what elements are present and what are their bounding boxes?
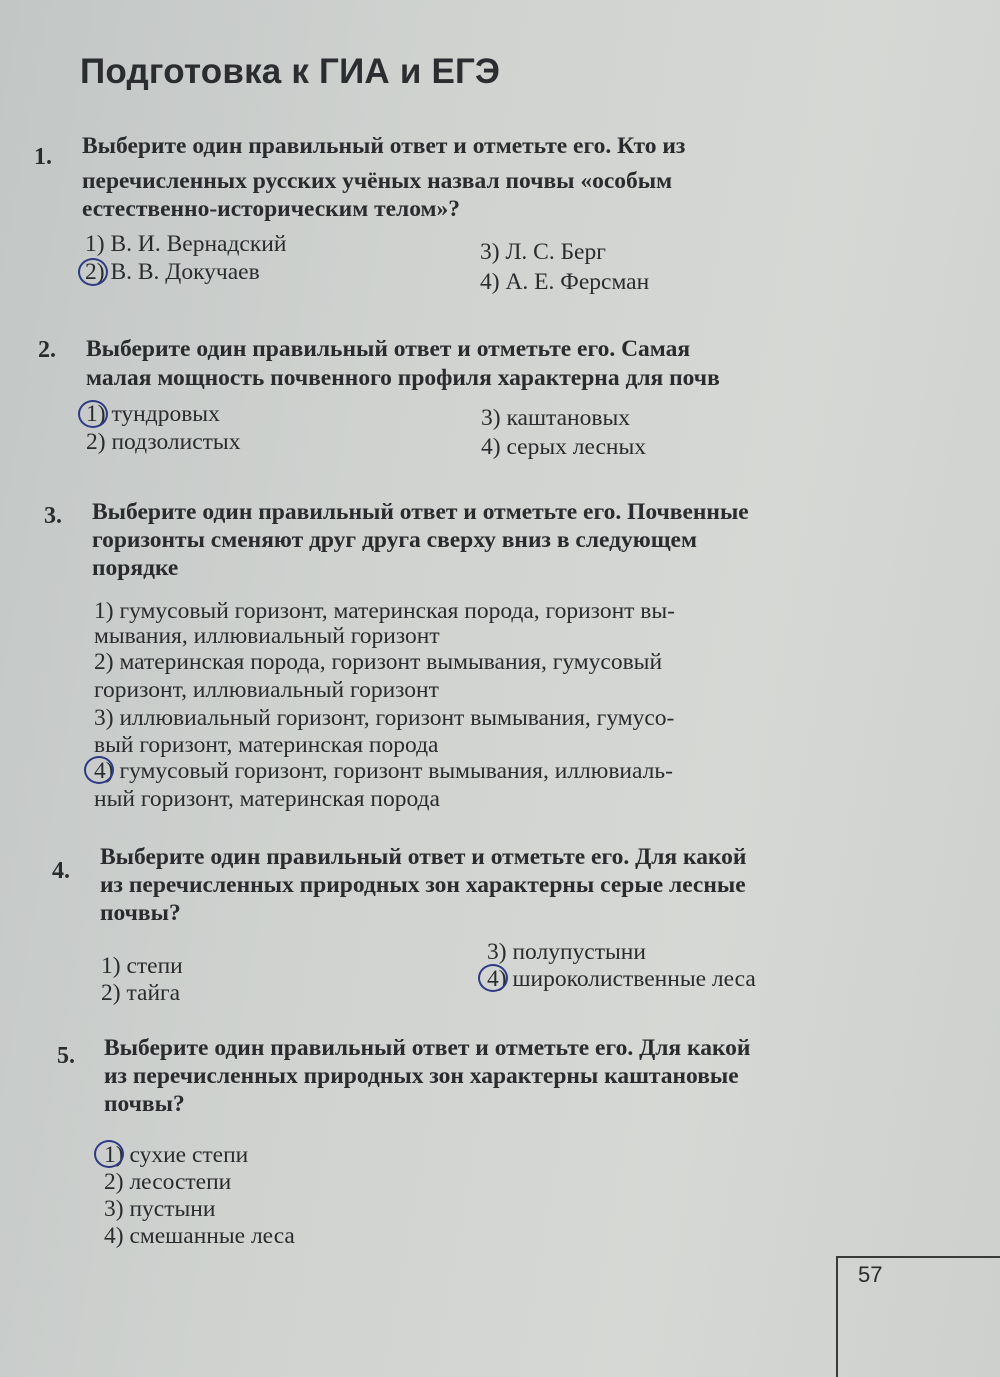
- question-line: горизонты сменяют друг друга сверху вниз в следующем: [92, 527, 697, 553]
- answer-option[interactable]: 3) полупустыни: [487, 939, 646, 965]
- question-number: 5.: [57, 1043, 75, 1069]
- answer-option-line-selected[interactable]: 4) гумусовый горизонт, горизонт вымывания, иллювиаль-: [94, 758, 673, 784]
- answer-option[interactable]: 3) Л. С. Берг: [480, 239, 606, 265]
- question-line: порядке: [92, 555, 179, 581]
- answer-option-line-selected[interactable]: ный горизонт, материнская порода: [94, 786, 440, 812]
- question-line: из перечисленных природных зон характерны каштановые: [104, 1063, 739, 1089]
- page-title: Подготовка к ГИА и ЕГЭ: [80, 52, 501, 91]
- question-line: естественно-историческим телом»?: [82, 196, 461, 222]
- question-number: 1.: [34, 144, 52, 170]
- question-line: почвы?: [100, 900, 181, 926]
- page-number: 57: [858, 1262, 883, 1287]
- question-line: Выберите один правильный ответ и отметьте его. Для какой: [100, 844, 747, 870]
- answer-option-line[interactable]: горизонт, иллювиальный горизонт: [94, 677, 439, 703]
- answer-option[interactable]: 2) тайга: [101, 980, 181, 1006]
- answer-option-line[interactable]: мывания, иллювиальный горизонт: [94, 623, 440, 649]
- question-line: перечисленных русских учёных назвал почвы «особым: [82, 168, 673, 194]
- answer-option[interactable]: 1) степи: [101, 953, 183, 979]
- question-number: 4.: [52, 858, 70, 884]
- question-number: 2.: [38, 337, 56, 363]
- question-line: почвы?: [104, 1091, 185, 1117]
- answer-option-selected[interactable]: 2) В. В. Докучаев: [85, 259, 260, 285]
- question-line: Выберите один правильный ответ и отметьте его. Кто из: [82, 133, 686, 159]
- question-line: из перечисленных природных зон характерны серые лесные: [100, 872, 746, 898]
- answer-option[interactable]: 2) подзолистых: [86, 429, 241, 455]
- answer-option[interactable]: 2) лесостепи: [104, 1169, 232, 1195]
- answer-option-line[interactable]: вый горизонт, материнская порода: [94, 732, 439, 758]
- answer-option[interactable]: 4) смешанные леса: [104, 1223, 295, 1249]
- question-line: Выберите один правильный ответ и отметьте его. Почвенные: [92, 499, 749, 525]
- answer-option-line[interactable]: 1) гумусовый горизонт, материнская порода, горизонт вы-: [94, 598, 676, 624]
- answer-option-selected[interactable]: 1) сухие степи: [104, 1142, 249, 1168]
- answer-option[interactable]: 1) В. И. Вернадский: [85, 231, 287, 257]
- answer-option[interactable]: 4) серых лесных: [481, 434, 647, 460]
- question-line: Выберите один правильный ответ и отметьте его. Самая: [86, 336, 691, 362]
- answer-option-line[interactable]: 2) материнская порода, горизонт вымывания, гумусовый: [94, 649, 663, 675]
- answer-option[interactable]: 4) А. Е. Ферсман: [480, 269, 650, 295]
- answer-option-selected[interactable]: 1) тундровых: [86, 401, 220, 427]
- question-line: Выберите один правильный ответ и отметьте его. Для какой: [104, 1035, 751, 1061]
- answer-option[interactable]: 3) каштановых: [481, 405, 630, 431]
- answer-option[interactable]: 3) пустыни: [104, 1196, 216, 1222]
- question-number: 3.: [44, 503, 62, 529]
- answer-option-selected[interactable]: 4) широколиственные леса: [487, 966, 756, 992]
- answer-option-line[interactable]: 3) иллювиальный горизонт, горизонт вымывания, гумусо-: [94, 705, 675, 731]
- question-line: малая мощность почвенного профиля характерна для почв: [86, 365, 720, 391]
